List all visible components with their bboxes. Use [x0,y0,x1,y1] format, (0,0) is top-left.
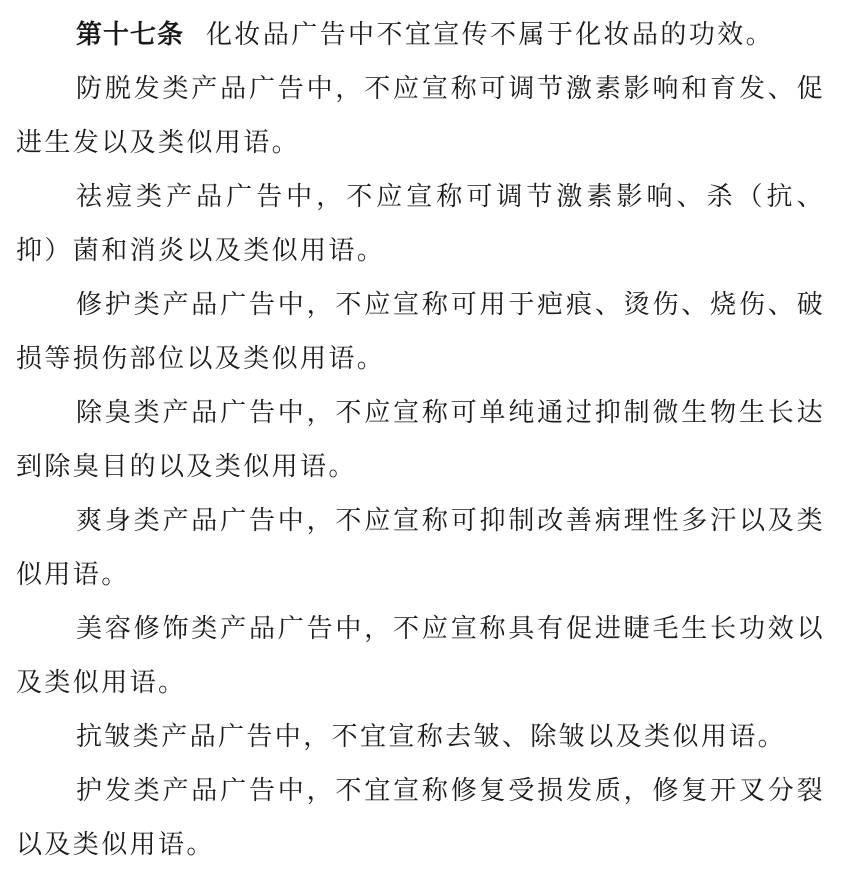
paragraph-cosmetic-modification: 美容修饰类产品广告中，不应宣称具有促进睫毛生长功效以及类似用语。 [16,614,825,698]
paragraph-acne: 祛痘类产品广告中，不应宣称可调节激素影响、杀（抗、抑）菌和消炎以及类似用语。 [16,182,825,266]
paragraph-repair: 修护类产品广告中，不应宣称可用于疤痕、烫伤、烧伤、破损等损伤部位以及类似用语。 [16,290,825,374]
paragraph-anti-hair-loss: 防脱发类产品广告中，不应宣称可调节激素影响和育发、促进生发以及类似用语。 [16,74,825,158]
paragraph-hair-care: 护发类产品广告中，不宜宣称修复受损发质，修复开叉分裂以及类似用语。 [16,776,825,860]
paragraph-body-powder: 爽身类产品广告中，不应宣称可抑制改善病理性多汗以及类似用语。 [16,506,825,590]
paragraph-anti-wrinkle: 抗皱类产品广告中，不宜宣称去皱、除皱以及类似用语。 [76,722,787,752]
article-intro-paragraph [16,8,825,62]
article-heading: 第十七条 [76,20,185,50]
paragraph-deodorant: 除臭类产品广告中，不应宣称可单纯通过抑制微生物生长达到除臭目的以及类似用语。 [16,398,825,482]
article-intro-text: 化妆品广告中不宜宣传不属于化妆品的功效。 [206,20,775,50]
